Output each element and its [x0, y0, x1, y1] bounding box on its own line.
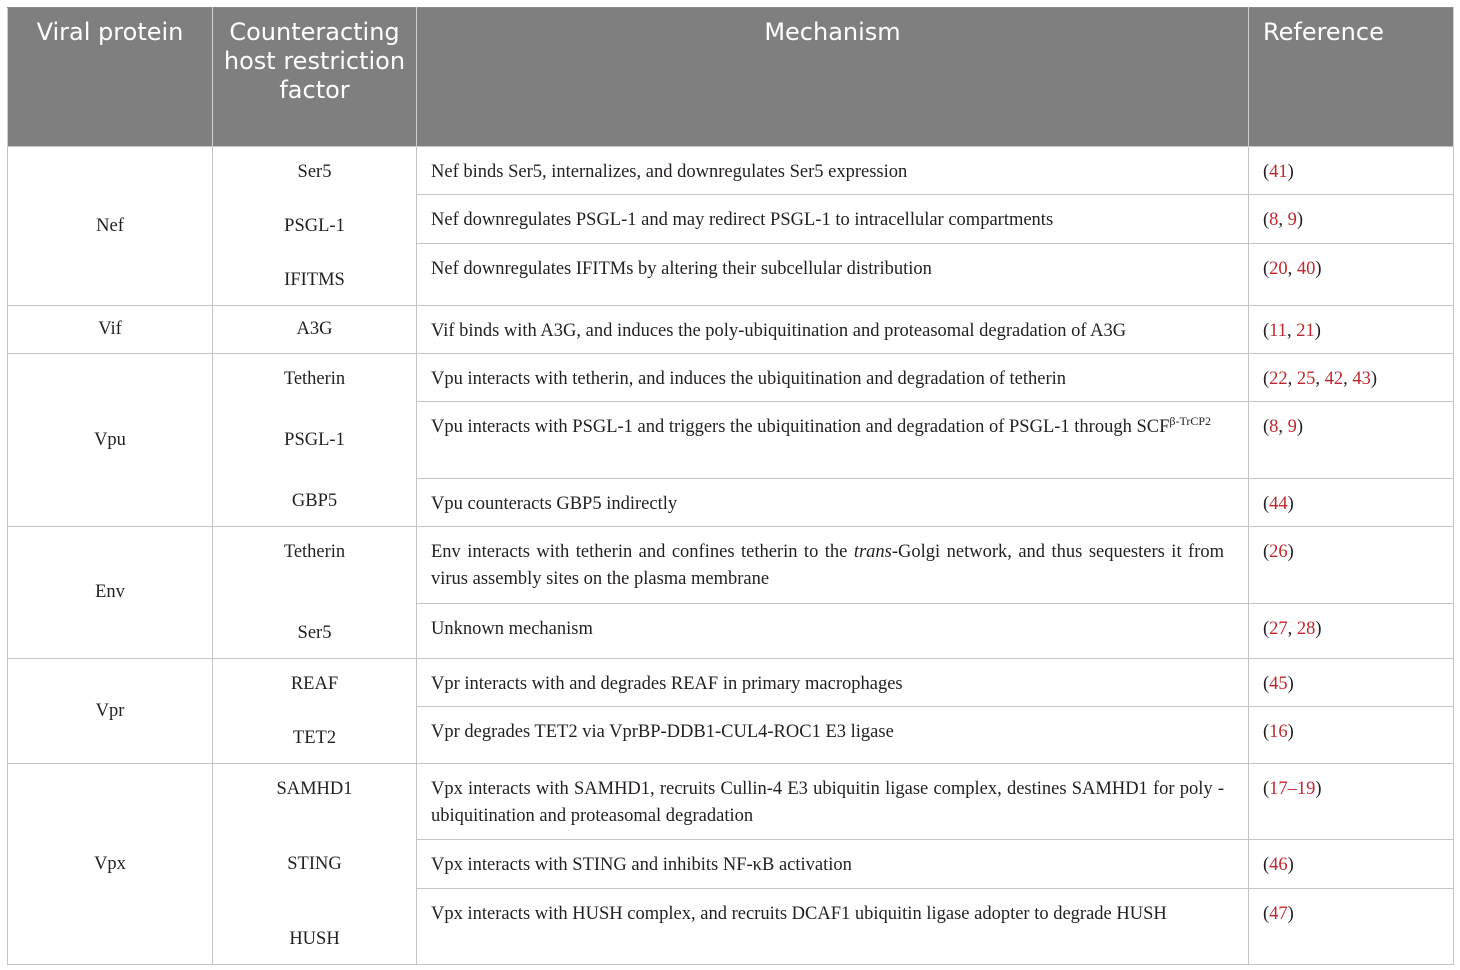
viral-protein-cell: Env [8, 527, 213, 659]
citation-link[interactable]: 25 [1296, 369, 1316, 389]
viral-protein-cell: Vpu [8, 354, 213, 527]
reference-cell: (11, 21) [1249, 306, 1454, 354]
citation-link[interactable]: 22 [1269, 369, 1288, 389]
citation-link[interactable]: 46 [1269, 855, 1288, 876]
reference-cell: (8, 9) [1249, 402, 1454, 478]
host-factor: STING [287, 854, 342, 874]
host-factor-cell [213, 147, 417, 306]
reference-cell: (17–19) [1249, 764, 1454, 840]
reference-cell: (27, 28) [1249, 603, 1454, 658]
host-factor: Tetherin [283, 369, 346, 389]
mechanism-cell [417, 402, 1249, 478]
host-factor: SAMHD1 [276, 779, 353, 799]
citation-link[interactable]: 21 [1296, 321, 1315, 341]
reference-cell: (41) [1249, 147, 1454, 195]
host-factor: GBP5 [291, 491, 338, 511]
reference-cell: (44) [1249, 478, 1454, 526]
header-row [8, 8, 1454, 147]
host-factor: IFITMS [284, 270, 345, 290]
mechanism-cell: Vif binds with A3G, and induces the poly-ubiquitination and proteasomal degradation of A3G [417, 306, 1249, 354]
restriction-factor-table [7, 7, 1454, 965]
mechanism-cell [417, 527, 1249, 604]
citation-link[interactable]: 43 [1352, 369, 1371, 389]
mechanism-text: Env interacts with tetherin and confines tetherin to the [431, 542, 854, 562]
host-factor: PSGL-1 [284, 216, 345, 236]
citation-link[interactable]: 42 [1324, 369, 1344, 389]
citation-link[interactable]: 28 [1296, 618, 1316, 639]
host-factor-cell [213, 659, 417, 764]
host-factor-cell [213, 354, 417, 527]
host-factor: HUSH [289, 929, 340, 949]
mechanism-cell: Nef downregulates PSGL-1 and may redirect PSGL-1 to intracellular compartments [417, 195, 1249, 243]
citation-link[interactable]: 9 [1287, 210, 1297, 231]
mechanism-cell: Vpx interacts with SAMHD1, recruits Cullin-4 E3 ubiquitin ligase complex, destines SAMHD1 for poly -ubiquitination and proteasomal degradation [417, 764, 1249, 840]
host-factor: Ser5 [297, 623, 332, 643]
citation-link[interactable]: 8 [1269, 210, 1279, 231]
mechanism-cell: Vpx interacts with HUSH complex, and recruits DCAF1 ubiquitin ligase adopter to degrade HUSH [417, 888, 1249, 964]
citation-link[interactable]: 11 [1269, 321, 1287, 341]
citation-link[interactable]: 40 [1296, 258, 1316, 279]
mechanism-cell: Nef binds Ser5, internalizes, and downregulates Ser5 expression [417, 147, 1249, 195]
citation-link[interactable]: 20 [1269, 258, 1288, 279]
viral-protein-cell: Nef [8, 147, 213, 306]
table-row [8, 764, 1454, 840]
reference-cell: (26) [1249, 527, 1454, 604]
table-row [8, 659, 1454, 707]
header-viral-protein: Viral protein [8, 8, 213, 147]
host-factor-cell [213, 764, 417, 965]
citation-link[interactable]: 9 [1287, 417, 1297, 438]
mechanism-cell: Vpu interacts with tetherin, and induces the ubiquitination and degradation of tetherin [417, 354, 1249, 402]
mechanism-superscript: β-TrCP2 [1169, 414, 1212, 429]
citation-link[interactable]: 45 [1269, 674, 1288, 694]
mechanism-cell: Unknown mechanism [417, 603, 1249, 658]
citation-link[interactable]: 26 [1269, 542, 1288, 562]
mechanism-cell: Vpx interacts with STING and inhibits NF-κB activation [417, 840, 1249, 888]
citation-link[interactable]: 44 [1269, 493, 1288, 514]
viral-protein-cell: Vpx [8, 764, 213, 965]
table-row [8, 354, 1454, 402]
host-factor: PSGL-1 [284, 430, 345, 450]
citation-link[interactable]: 16 [1269, 722, 1288, 743]
viral-protein-cell: Vif [8, 306, 213, 354]
mechanism-text: Vpu interacts with PSGL-1 and triggers the ubiquitination and degradation of PSGL-1 through SCF [431, 417, 1170, 438]
header-reference: Reference [1249, 8, 1454, 147]
mechanism-text: -Golgi network, and thus sequesters it from virus assembly sites on the plasma membrane [431, 542, 1224, 589]
header-host-factor: Counteracting host restriction factor [213, 8, 417, 147]
reference-cell: (20, 40) [1249, 243, 1454, 305]
citation-link[interactable]: 17–19 [1269, 779, 1316, 799]
host-factor: Ser5 [297, 162, 332, 182]
host-factor: Tetherin [283, 542, 346, 562]
reference-cell: (16) [1249, 707, 1454, 764]
reference-cell: (47) [1249, 888, 1454, 964]
host-factor-cell [213, 527, 417, 659]
reference-cell: (46) [1249, 840, 1454, 888]
table-row [8, 527, 1454, 604]
host-factor: TET2 [292, 728, 337, 748]
table-row [8, 147, 1454, 195]
citation-link[interactable]: 47 [1269, 903, 1288, 924]
mechanism-italic: trans [853, 542, 892, 562]
mechanism-cell: Vpu counteracts GBP5 indirectly [417, 478, 1249, 526]
host-factor-cell: A3G [213, 306, 417, 354]
reference-cell: (22, 25, 42, 43) [1249, 354, 1454, 402]
reference-cell: (8, 9) [1249, 195, 1454, 243]
reference-cell: (45) [1249, 659, 1454, 707]
citation-link[interactable]: 27 [1269, 618, 1288, 639]
mechanism-cell: Vpr interacts with and degrades REAF in primary macrophages [417, 659, 1249, 707]
header-mechanism: Mechanism [417, 8, 1249, 147]
table-row [8, 306, 1454, 354]
host-factor: REAF [290, 674, 339, 694]
citation-link[interactable]: 41 [1269, 162, 1288, 182]
viral-protein-cell: Vpr [8, 659, 213, 764]
mechanism-cell: Vpr degrades TET2 via VprBP-DDB1-CUL4-ROC1 E3 ligase [417, 707, 1249, 764]
mechanism-cell: Nef downregulates IFITMs by altering their subcellular distribution [417, 243, 1249, 305]
citation-link[interactable]: 8 [1269, 417, 1279, 438]
